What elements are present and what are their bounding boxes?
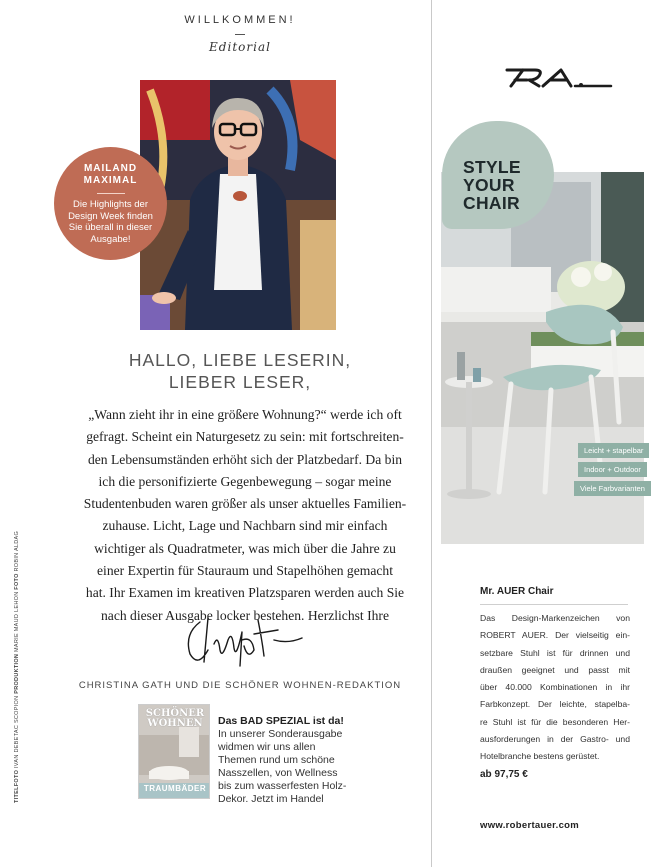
editorial-body	[72, 404, 418, 627]
credit-value: ROBIN ALDAG	[14, 530, 20, 574]
description-line: re Stuhl ist für die besonderen Her-	[480, 716, 630, 727]
ad-headline: STYLE YOUR CHAIR	[463, 157, 521, 213]
feature-chip: Indoor + Outdoor	[578, 462, 647, 477]
photo-credits	[14, 530, 24, 803]
body-line: Studentenbuden waren größer als unser aktuelles Familien-	[83, 496, 407, 512]
special-issue-promo	[218, 715, 358, 806]
description-line: draußen geeignet und passt mit	[480, 664, 630, 675]
credit-label: FOTO	[14, 573, 20, 590]
badge-divider	[97, 193, 125, 194]
credit-label: TITELFOTO	[14, 769, 20, 803]
section-label: Editorial	[209, 40, 271, 54]
credit-value: MARIE MAUD LEHON	[14, 589, 20, 654]
editorial-kicker: WILLKOMMEN!	[184, 14, 296, 26]
body-line: zuhause. Licht, Lage und Nachbarn sind mir einfach	[102, 518, 388, 534]
promo-headline: Das BAD SPEZIAL ist da!	[218, 715, 344, 727]
description-line: ausforderungen in der Gastro- und	[480, 734, 630, 745]
kicker-divider	[235, 34, 245, 35]
body-line: den Lebensumständen erhöht sich der Platzbedarf. Da bin	[87, 451, 403, 467]
badge-text: Die Highlights der Design Week finden Sie überall in dieser Ausgabe!	[68, 199, 153, 245]
body-line: gefragt. Scheint ein Naturgesetz zu sein: mit fortschreiten-	[86, 429, 404, 445]
description-line: über 40.000 Kombinationen in ihr	[480, 682, 630, 693]
feature-badge	[54, 147, 167, 260]
special-issue-cover	[138, 704, 210, 799]
feature-chip: Viele Farbvarianten	[574, 481, 651, 496]
description-line: setzbare Stuhl ist für drinnen und	[480, 647, 630, 658]
description-line: ROBERT AUER. Der vielseitig ein-	[480, 630, 630, 641]
badge-title: MAILAND MAXIMAL	[83, 163, 138, 186]
product-description	[480, 610, 630, 766]
cover-magazine-title: SCHÖNER WOHNEN	[145, 708, 205, 729]
description-line: Hotelbranche bestens gerüstet.	[480, 751, 600, 762]
body-line: „Wann zieht ihr in eine größere Wohnung?“ werde ich oft	[88, 407, 402, 422]
body-line: hat. Ihr Examen im kreativen Platzsparen werden auch Sie	[85, 585, 405, 601]
product-name: Mr. AUER Chair	[480, 586, 554, 597]
editor-portrait-photo	[140, 80, 336, 330]
credit-label: PRODUKTION	[14, 653, 20, 694]
feature-chip: Leicht + stapelbar	[578, 443, 649, 458]
cover-issue-title: TRAUMBÄDER	[143, 784, 207, 793]
product-divider	[480, 604, 628, 605]
promo-body: In unserer Sonderausgabe widmen wir uns allen Themen rund um schöne Nasszellen, von Wellness bis zum wasserfesten Holz- Dekor. Jetzt im Handel	[218, 728, 347, 805]
brand-logo	[505, 66, 613, 88]
column-divider	[431, 0, 432, 867]
body-line: wichtiger als Quadratmeter, was mich über die Jahre zu	[94, 540, 396, 556]
brand-website-link[interactable]: www.robertauer.com	[480, 820, 580, 831]
portrait-illustration	[140, 80, 336, 330]
description-line: Das Design-Markenzeichen von	[480, 613, 630, 623]
product-price: ab 97,75 €	[480, 769, 528, 780]
body-line: ich die personifizierte Gegenbewegung – sogar meine	[98, 473, 392, 489]
body-line: nach dieser Ausgabe locker bestehen. Herzlichst Ihre	[101, 607, 389, 623]
description-line: Farbkonzept. Der leichte, stapelba-	[480, 699, 630, 710]
editorial-headline: HALLO, LIEBE LESERIN, LIEBER LESER,	[128, 350, 352, 392]
handwritten-signature	[178, 610, 308, 670]
editorial-signoff: CHRISTINA GATH UND DIE SCHÖNER WOHNEN-REDAKTION	[78, 680, 402, 691]
body-line: einer Expertin für Stauraum und Stapelhöhen gemacht	[97, 563, 393, 579]
credit-value: IVAN DEBETAC SCOPION	[14, 693, 20, 770]
